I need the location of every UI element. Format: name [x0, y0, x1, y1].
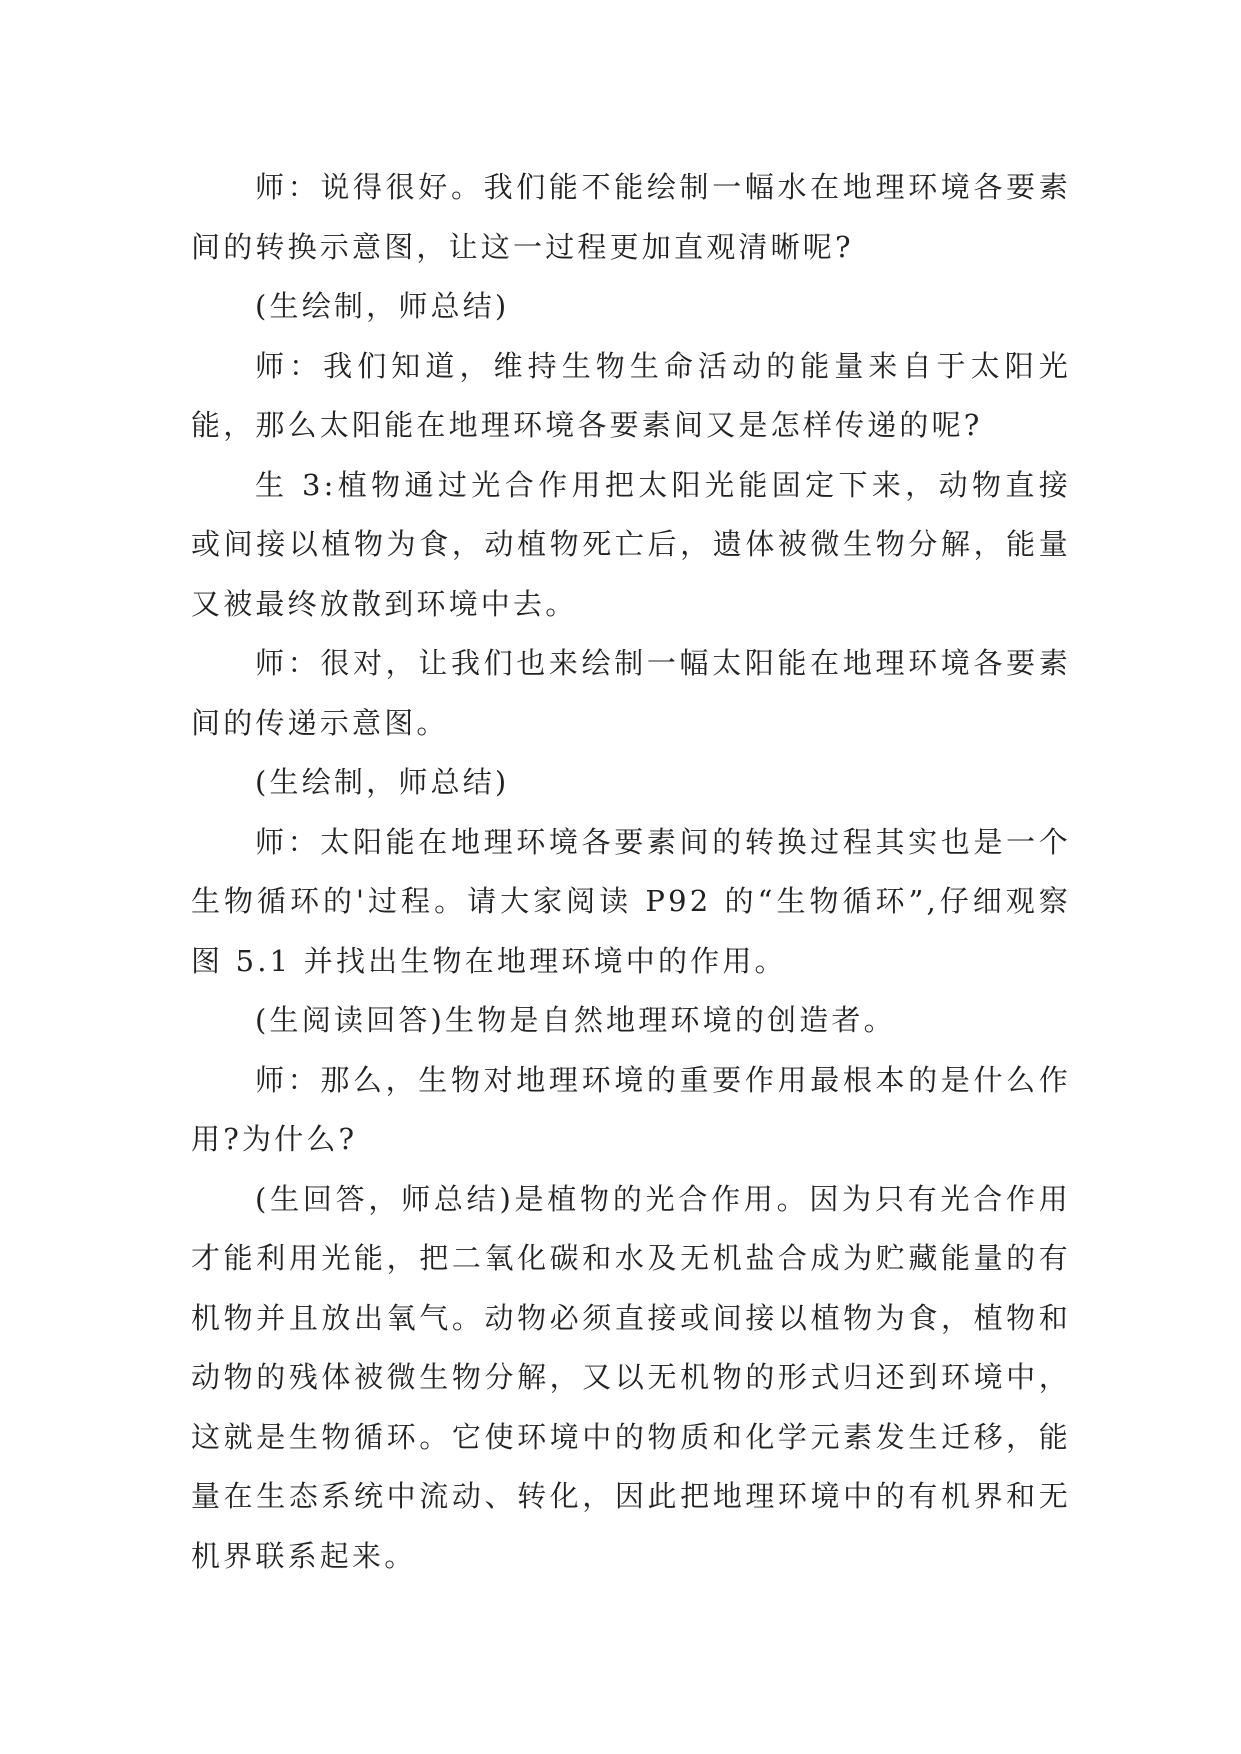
paragraph-teacher-solar-diagram: 师：很对，让我们也来绘制一幅太阳能在地理环境各要素间的传递示意图。 [191, 646, 1071, 740]
paragraph-teacher-bio-cycle: 师：太阳能在地理环境各要素间的转换过程其实也是一个生物循环的'过程。请大家阅读 P92 的“生物循环”,仔细观察图 5.1 并找出生物在地理环境中的作用。 [191, 824, 1071, 978]
document-body [191, 158, 1071, 1586]
paragraph-teacher-water-diagram: 师：说得很好。我们能不能绘制一幅水在地理环境各要素间的转换示意图，让这一过程更加直观清晰呢? [191, 170, 1071, 264]
paragraph-student-draw-1: (生绘制，师总结) [255, 289, 510, 323]
paragraph-student-summary: (生回答，师总结)是植物的光合作用。因为只有光合作用才能利用光能，把二氧化碳和水及无机盐合成为贮藏能量的有机物并且放出氧气。动物必须直接或间接以植物为食，植物和动物的残体被微生物分解，又以无机物的形式归还到环境中，这就是生物循环。它使环境中的物质和化学元素发生迁移，能量在生态系统中流动、转化，因此把地理环境中的有机界和无机界联系起来。 [191, 1181, 1071, 1573]
paragraph-teacher-solar-energy: 师：我们知道，维持生物生命活动的能量来自于太阳光能，那么太阳能在地理环境各要素间又是怎样传递的呢? [191, 348, 1071, 442]
paragraph-teacher-question: 师：那么，生物对地理环境的重要作用最根本的是什么作用?为什么? [191, 1062, 1071, 1156]
paragraph-student-draw-2: (生绘制，师总结) [255, 765, 510, 799]
paragraph-student-read-answer: (生阅读回答)生物是自然地理环境的创造者。 [255, 1003, 896, 1037]
paragraph-student-3-answer: 生 3:植物通过光合作用把太阳光能固定下来，动物直接或间接以植物为食，动植物死亡后，遗体被微生物分解，能量又被最终放散到环境中去。 [191, 467, 1071, 621]
